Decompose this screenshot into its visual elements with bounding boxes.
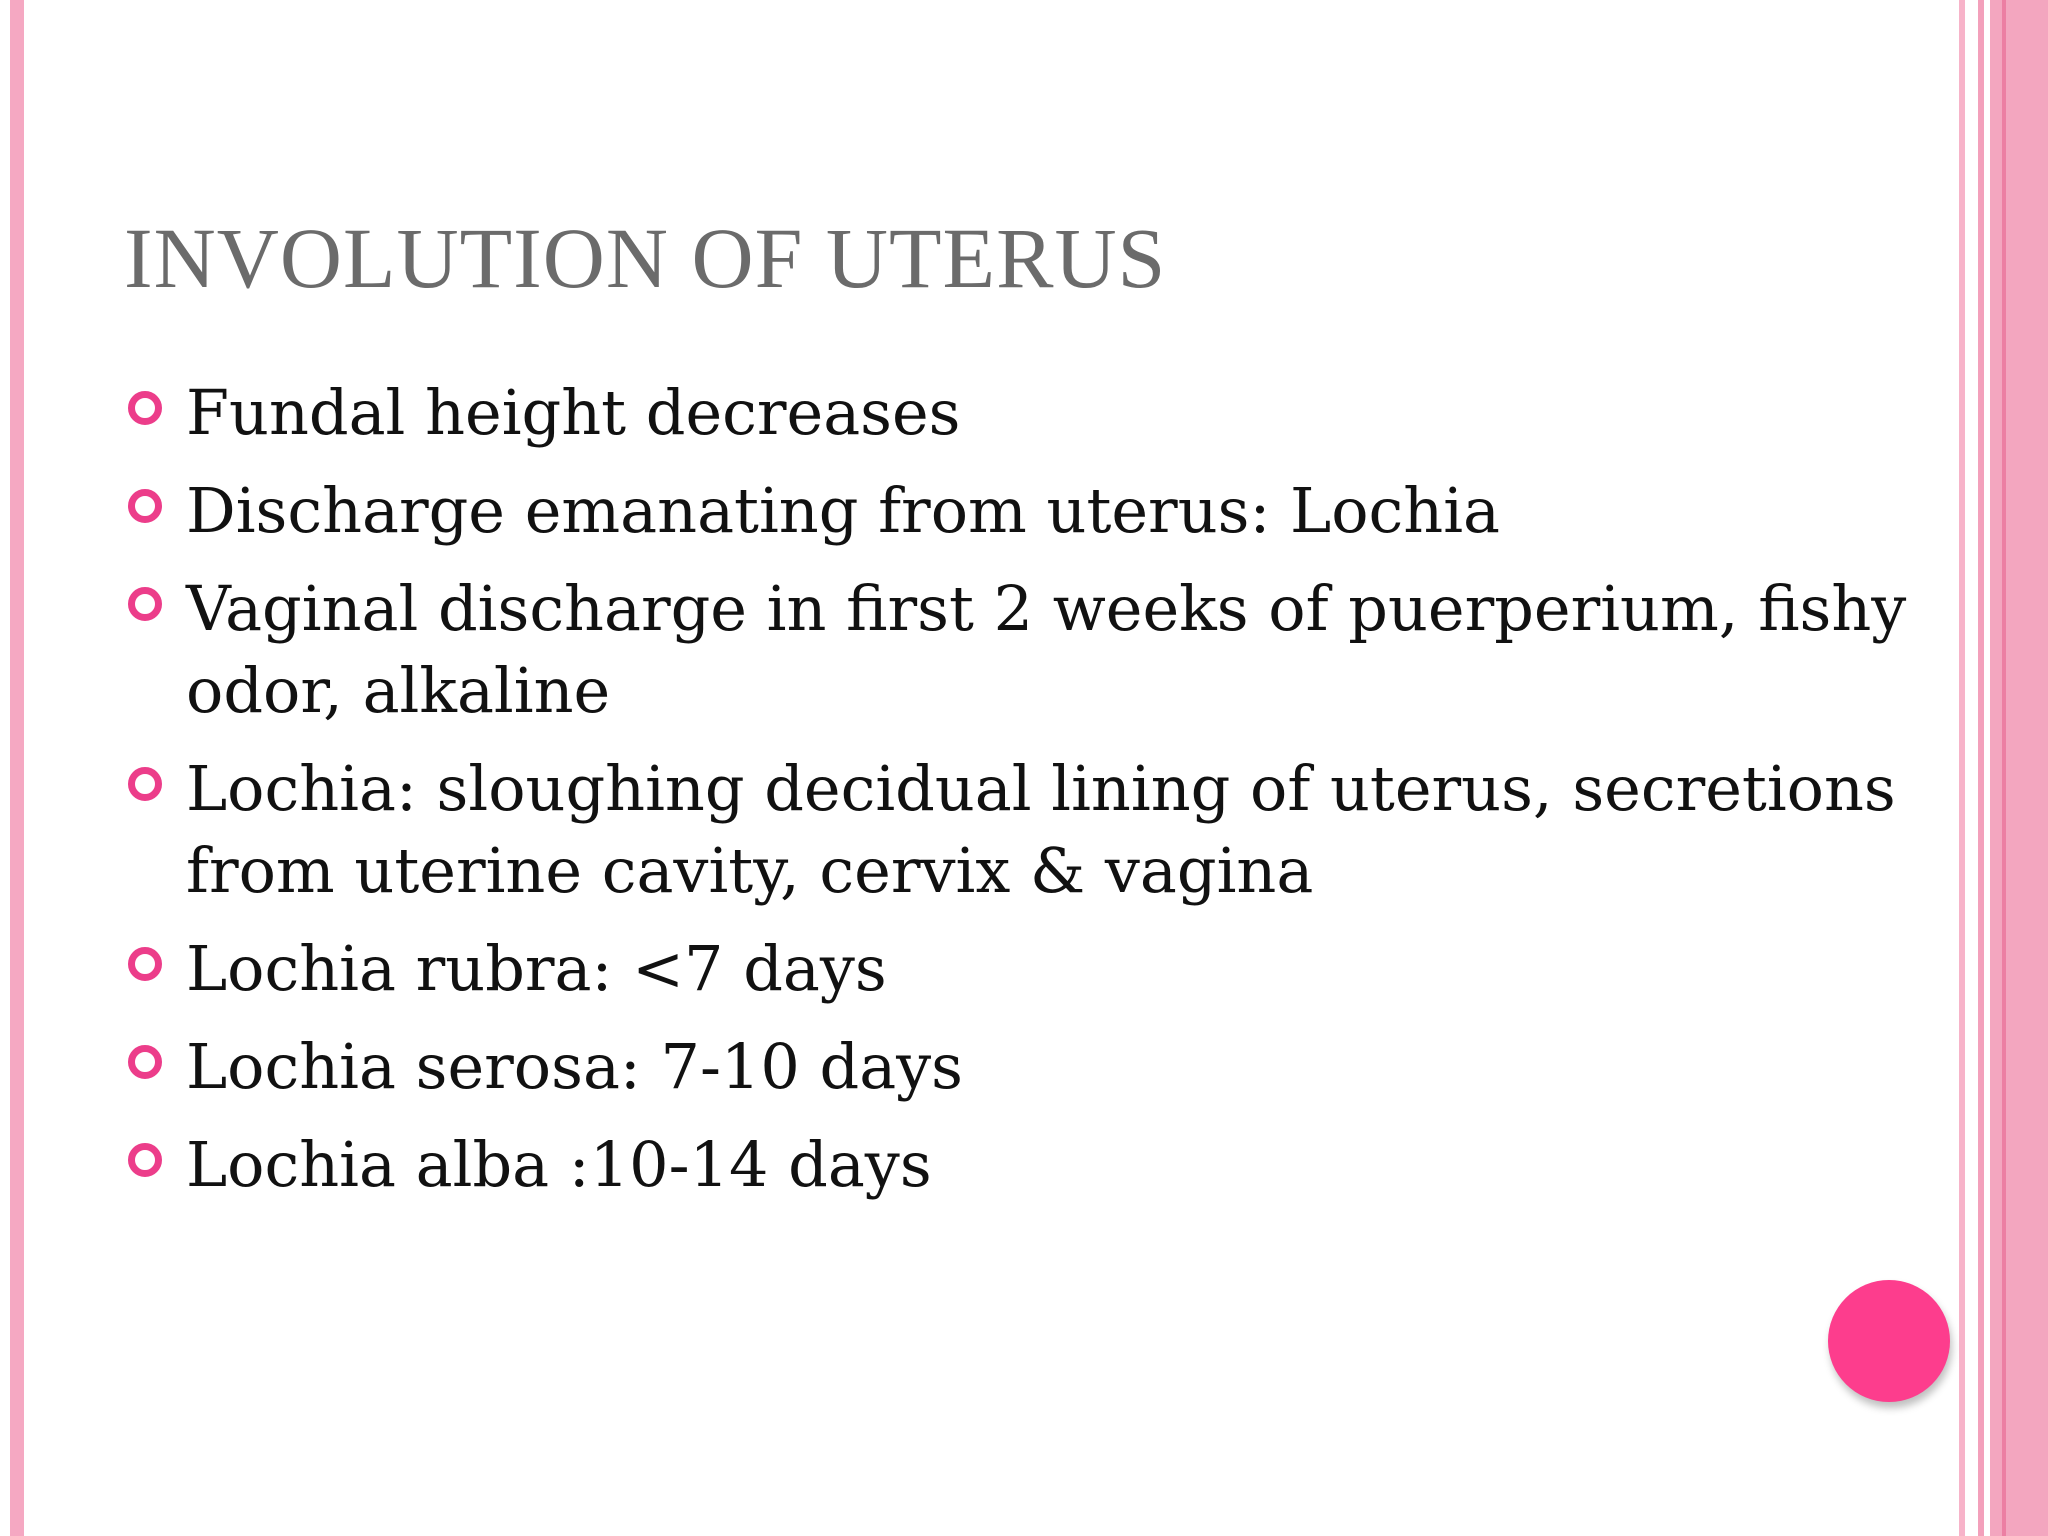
bullet-text: Lochia alba :10-14 days [186,1128,932,1201]
bullet-text: Lochia serosa: 7-10 days [186,1030,963,1103]
bullet-text: Discharge emanating from uterus: Lochia [186,474,1500,547]
bullet-list [128,372,1908,1222]
right-border-stripe-thin [1959,0,1965,1536]
bullet-item [128,928,1908,1010]
right-border-line [2002,0,2006,1536]
right-border-stripe-wide [1990,0,2048,1536]
ring-bullet-icon [128,947,162,981]
ring-bullet-icon [128,391,162,425]
bullet-item [128,1124,1908,1206]
bullet-text: Fundal height decreases [186,376,961,449]
ring-bullet-icon [128,489,162,523]
bullet-item [128,568,1908,732]
ring-bullet-icon [128,587,162,621]
bullet-item [128,372,1908,454]
bullet-text: Vaginal discharge in first 2 weeks of puerperium, fishy odor, alkaline [186,572,1907,727]
bullet-text: Lochia rubra: <7 days [186,932,887,1005]
bullet-item [128,1026,1908,1108]
ring-bullet-icon [128,1045,162,1079]
slide-title: INVOLUTION OF UTERUS [124,210,1167,306]
bullet-item [128,748,1908,912]
decorative-pink-circle [1828,1280,1950,1402]
ring-bullet-icon [128,1143,162,1177]
bullet-item [128,470,1908,552]
left-border-stripe [10,0,24,1536]
right-border-stripe-thin-2 [1978,0,1984,1536]
bullet-text: Lochia: sloughing decidual lining of uterus, secretions from uterine cavity, cervix & vagina [186,752,1896,907]
ring-bullet-icon [128,767,162,801]
